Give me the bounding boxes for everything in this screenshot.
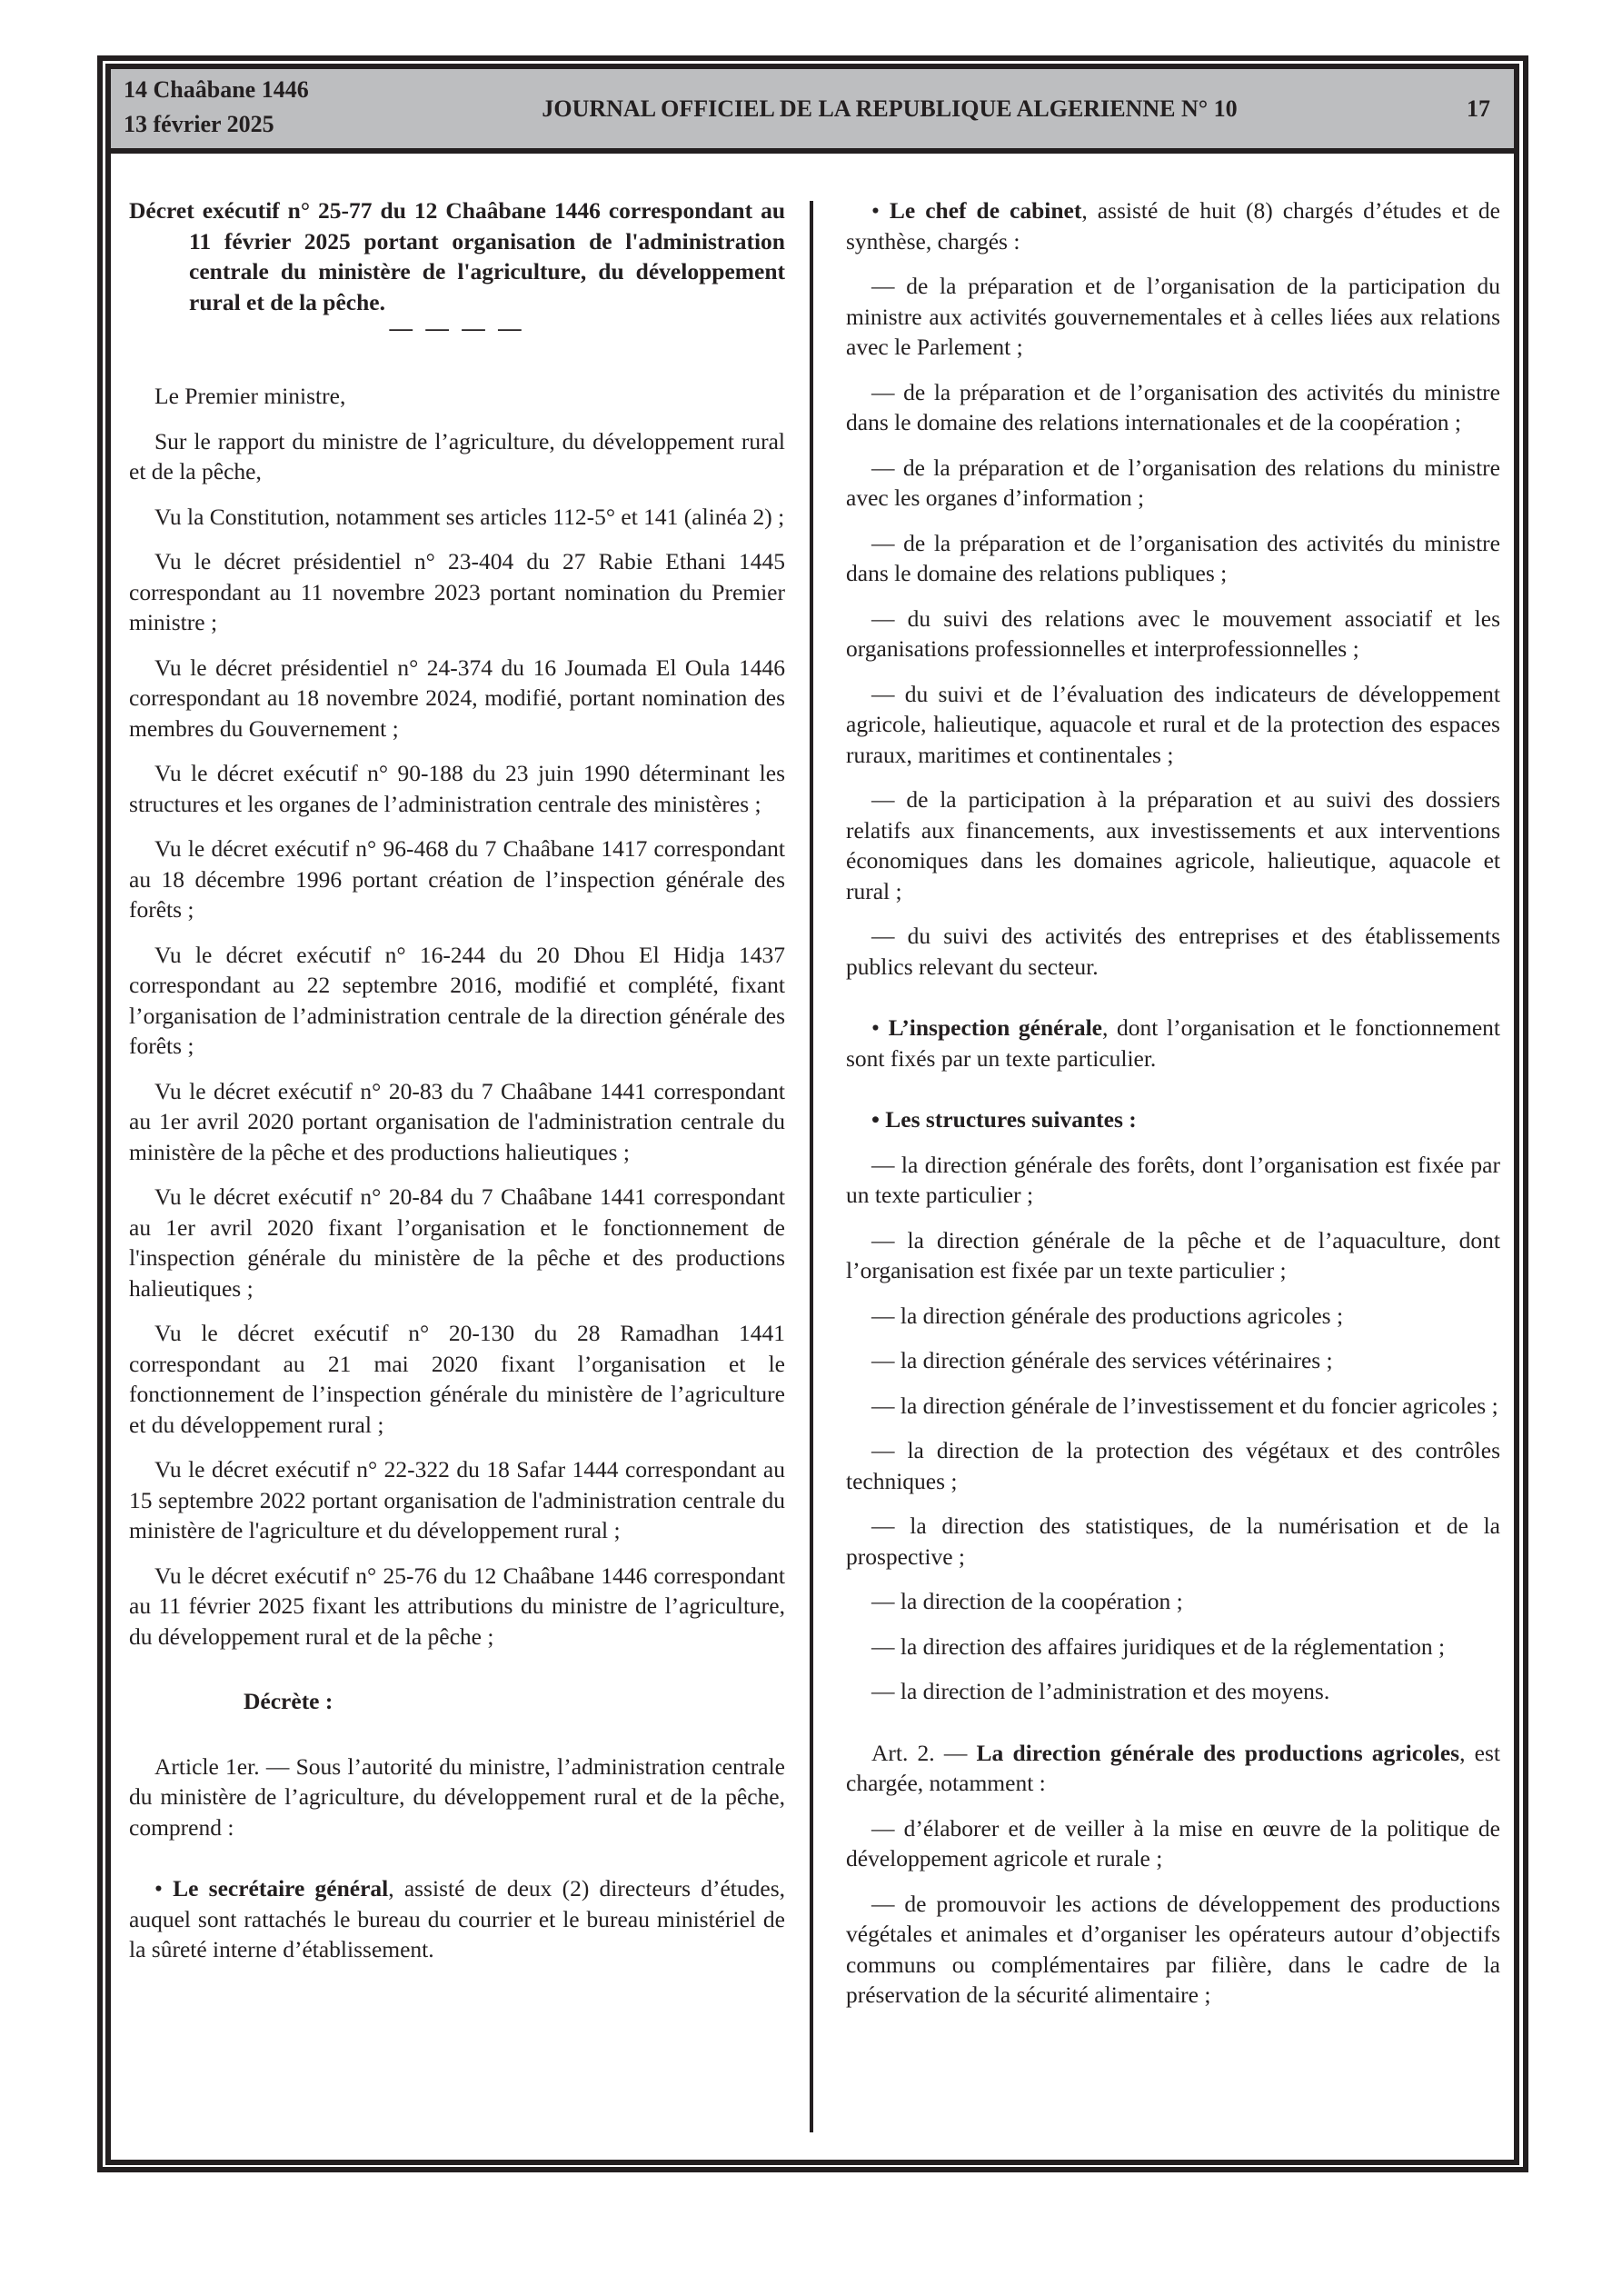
chief-of-staff-item: [846, 195, 1500, 256]
header-dates: [124, 73, 309, 142]
right-column: [846, 195, 1500, 2025]
structure-item: — la direction de la coopération ;: [871, 1588, 1183, 1614]
chief-duty-item: — de la participation à la préparation et au suivi des dossiers relatifs aux financements, aux investissements et aux interventions économiques dans les domaines agricole, halieutique, aquacole et rural ;: [846, 786, 1500, 904]
visa-paragraph: Vu le décret exécutif n° 16-244 du 20 Dhou El Hidja 1437 correspondant au 22 septembre 2016, modifié et complété, fixant l’organisation de l’administration centrale de la direction générale des forêts ;: [129, 941, 785, 1059]
left-column: [129, 195, 785, 1980]
visa-paragraph: Vu le décret exécutif n° 90-188 du 23 juin 1990 déterminant les structures et les organes de l’administration centrale des ministères ;: [129, 760, 785, 817]
article-2-duty-item: — d’élaborer et de veiller à la mise en œuvre de la politique de développement agricole et rurale ;: [846, 1814, 1500, 1872]
chief-of-staff-text: , assisté de huit (8) chargés d’études et de synthèse, chargés :: [846, 197, 1500, 255]
decree-title: Décret exécutif n° 25-77 du 12 Chaâbane 1446 correspondant au 11 février 2025 portant organisation de l'administration centrale du ministère de l'agriculture, du développement rural et de la pêche.: [129, 197, 785, 315]
chief-duty-item: — du suivi des activités des entreprises et des établissements publics relevant du secteur.: [846, 923, 1500, 980]
chief-duty-item: — du suivi et de l’évaluation des indicateurs de développement agricole, halieutique, aquacole et rural et de la protection des espaces ruraux, maritimes et continentales ;: [846, 680, 1500, 768]
visa-paragraph: Vu le décret exécutif n° 25-76 du 12 Chaâbane 1446 correspondant au 11 février 2025 fixant les attributions du ministre de l’agriculture, du développement rural et de la pêche ;: [129, 1562, 785, 1650]
journal-header: [111, 69, 1514, 154]
chief-duty-item: — de la préparation et de l’organisation des relations du ministre avec les organes d’information ;: [846, 454, 1500, 511]
chief-duty-item: — de la préparation et de l’organisation des activités du ministre dans le domaine des relations publiques ;: [846, 529, 1500, 586]
visa-paragraph: Vu le décret présidentiel n° 23-404 du 27 Rabie Ethani 1445 correspondant au 11 novembre 2023 portant nomination du Premier ministre ;: [129, 548, 785, 635]
visa-paragraph: Vu le décret exécutif n° 22-322 du 18 Safar 1444 correspondant au 15 septembre 2022 portant organisation de l'administration centrale du ministère de l'agriculture et du développement rural ;: [129, 1456, 785, 1543]
structure-item: — la direction des affaires juridiques et de la réglementation ;: [871, 1632, 1446, 1660]
inspection-item: [846, 1013, 1500, 1073]
inspection-label: L’inspection générale: [888, 1014, 1102, 1041]
secretary-general-label: Le secrétaire général: [173, 1875, 389, 1902]
structure-item: — la direction générale de l’investissement et du foncier agricoles ;: [871, 1392, 1498, 1419]
secretary-general-text: , assisté de deux (2) directeurs d’études, auquel sont rattachés le bureau du courrier et le bureau ministériel de la sûreté interne d’établissement.: [129, 1875, 785, 1962]
chief-duty-item: — de la préparation et de l’organisation des activités du ministre dans le domaine des relations internationales et de la coopération ;: [846, 378, 1500, 435]
visa-paragraph: Vu le décret exécutif n° 20-83 du 7 Chaâbane 1441 correspondant au 1er avril 2020 portant organisation de l'administration centrale du ministère de la pêche et des productions halieutiques ;: [129, 1077, 785, 1165]
structure-item: — la direction générale des forêts, dont l’organisation est fixée par un texte particulier ;: [846, 1151, 1500, 1208]
inspection-text: , dont l’organisation et le fonctionnement sont fixés par un texte particulier.: [846, 1014, 1500, 1072]
structure-item: — la direction des statistiques, de la numérisation et de la prospective ;: [846, 1512, 1500, 1570]
article-2-label: La direction générale des productions agricoles: [976, 1739, 1460, 1766]
decrete-heading: Décrète :: [244, 1688, 333, 1714]
bullet: •: [871, 197, 890, 224]
chief-of-staff-label: Le chef de cabinet: [889, 197, 1082, 224]
visa-paragraph: Sur le rapport du ministre de l’agriculture, du développement rural et de la pêche,: [129, 427, 785, 484]
chief-duty-item: — du suivi des relations avec le mouvement associatif et les organisations professionnelles et interprofessionnelles ;: [846, 604, 1500, 662]
structure-item: — la direction générale de la pêche et de l’aquaculture, dont l’organisation est fixée par un texte particulier ;: [846, 1226, 1500, 1283]
page-number: 17: [1467, 95, 1490, 122]
preamble-opening: Le Premier ministre,: [154, 383, 346, 409]
structure-item: — la direction générale des productions agricoles ;: [871, 1302, 1344, 1329]
article-2-text: , est chargée, notamment :: [846, 1739, 1500, 1796]
journal-title: JOURNAL OFFICIEL DE LA REPUBLIQUE ALGERIENNE N° 10: [542, 95, 1238, 122]
article-2-duty-item: — de promouvoir les actions de développement des productions végétales et animales et d’organiser les opérateurs autour d’objectifs communs ou complémentaires par filière, dans le cadre de la préservation de la sécurité alimentaire ;: [846, 1890, 1500, 2008]
gregorian-date: 13 février 2025: [124, 111, 274, 137]
visa-paragraph: Vu le décret présidentiel n° 24-374 du 16 Joumada El Oula 1446 correspondant au 18 novembre 2024, modifié, portant nomination des membres du Gouvernement ;: [129, 654, 785, 742]
secretary-general-item: [129, 1873, 785, 1965]
article-2-prefix: Art. 2. —: [871, 1739, 977, 1766]
bullet: •: [871, 1014, 889, 1041]
visa-paragraph: Vu le décret exécutif n° 96-468 du 7 Chaâbane 1417 correspondant au 18 décembre 1996 portant création de l’inspection générale des forêts ;: [129, 835, 785, 923]
structures-heading: [846, 1104, 1500, 1135]
structures-heading-label: • Les structures suivantes :: [871, 1106, 1137, 1133]
structure-item: — la direction de la protection des végétaux et des contrôles techniques ;: [846, 1437, 1500, 1494]
structure-item: — la direction générale des services vétérinaires ;: [871, 1347, 1333, 1373]
chief-duty-item: — de la préparation et de l’organisation de la participation du ministre aux activités gouvernementales et à celles liées aux relations avec le Parlement ;: [846, 273, 1500, 360]
hijri-date: 14 Chaâbane 1446: [124, 76, 309, 103]
article-2: [846, 1738, 1500, 1799]
title-separator: — — — —: [389, 314, 525, 341]
article-1: Article 1er. — Sous l’autorité du ministre, l’administration centrale du ministère de l’agriculture, du développement rural et de la pêche, comprend :: [129, 1752, 785, 1841]
structure-item: — la direction de l’administration et des moyens.: [871, 1678, 1330, 1704]
bullet: •: [154, 1875, 174, 1902]
visa-paragraph: Vu le décret exécutif n° 20-130 du 28 Ramadhan 1441 correspondant au 21 mai 2020 fixant l’organisation et le fonctionnement de l’inspection générale du ministère de l’agriculture et du développement rural ;: [129, 1320, 785, 1438]
visa-paragraph: Vu la Constitution, notamment ses articles 112-5° et 141 (alinéa 2) ;: [154, 503, 785, 530]
visa-paragraph: Vu le décret exécutif n° 20-84 du 7 Chaâbane 1441 correspondant au 1er avril 2020 fixant l’organisation et le fonctionnement de l'inspection générale du ministère de la pêche et des productions halieutiques ;: [129, 1183, 785, 1302]
column-divider: [810, 201, 813, 2132]
